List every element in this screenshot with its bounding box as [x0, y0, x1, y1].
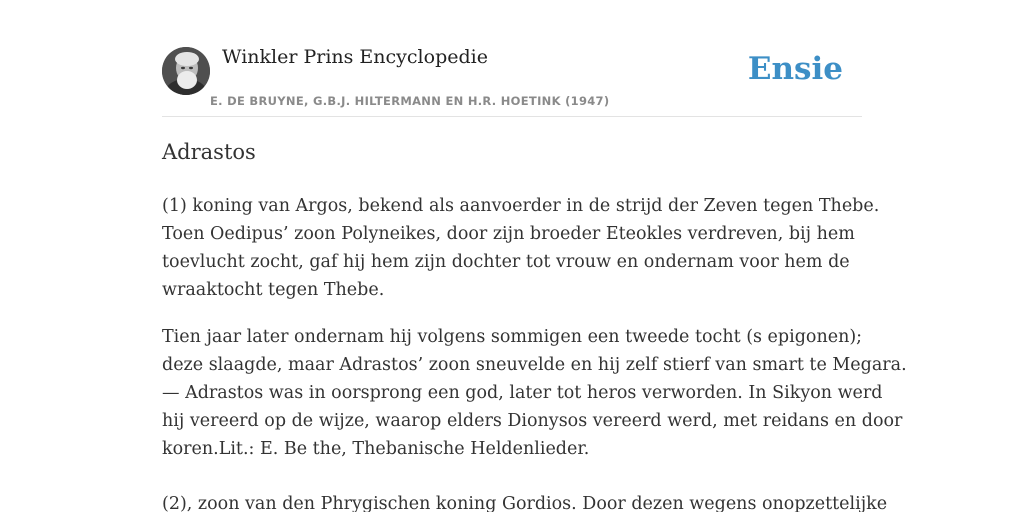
authors-line: E. DE BRUYNE, G.B.J. HILTERMANN EN H.R. HOETINK (1947): [210, 94, 610, 108]
paragraph-line: (2), zoon van den Phrygischen koning Gordios. Door dezen wegens onopzettelijke: [162, 494, 888, 512]
paragraph-line: deze slaagde, maar Adrastos’ zoon sneuvelde en hij zelf stierf van smart te Megara.: [162, 355, 907, 375]
paragraph-line: toevlucht zocht, gaf hij hem zijn dochter tot vrouw en ondernam voor hem de: [162, 252, 850, 272]
article-paragraph-2: [162, 323, 907, 463]
paragraph-line: hij vereerd op de wijze, waarop elders Dionysos vereerd werd, met reidans en door: [162, 411, 903, 431]
paragraph-line: koren.Lit.: E. Be the, Thebanische Heldenlieder.: [162, 439, 590, 459]
paragraph-line: Toen Oedipus’ zoon Polyneikes, door zijn broeder Eteokles verdreven, bij hem: [162, 224, 855, 244]
article-paragraph-1: [162, 192, 880, 304]
paragraph-line: — Adrastos was in oorsprong een god, later tot heros verworden. In Sikyon werd: [162, 383, 883, 403]
article-title: Adrastos: [162, 140, 256, 164]
ensie-logo-link[interactable]: Ensie: [747, 51, 843, 87]
source-header: [162, 40, 862, 117]
paragraph-line: wraaktocht tegen Thebe.: [162, 280, 385, 300]
paragraph-line: Tien jaar later ondernam hij volgens sommigen een tweede tocht (s epigonen);: [162, 327, 863, 347]
author-portrait-icon: [162, 47, 210, 95]
paragraph-line: (1) koning van Argos, bekend als aanvoerder in de strijd der Zeven tegen Thebe.: [162, 196, 880, 216]
book-title[interactable]: Winkler Prins Encyclopedie: [222, 46, 488, 68]
article-paragraph-3: [162, 490, 888, 512]
